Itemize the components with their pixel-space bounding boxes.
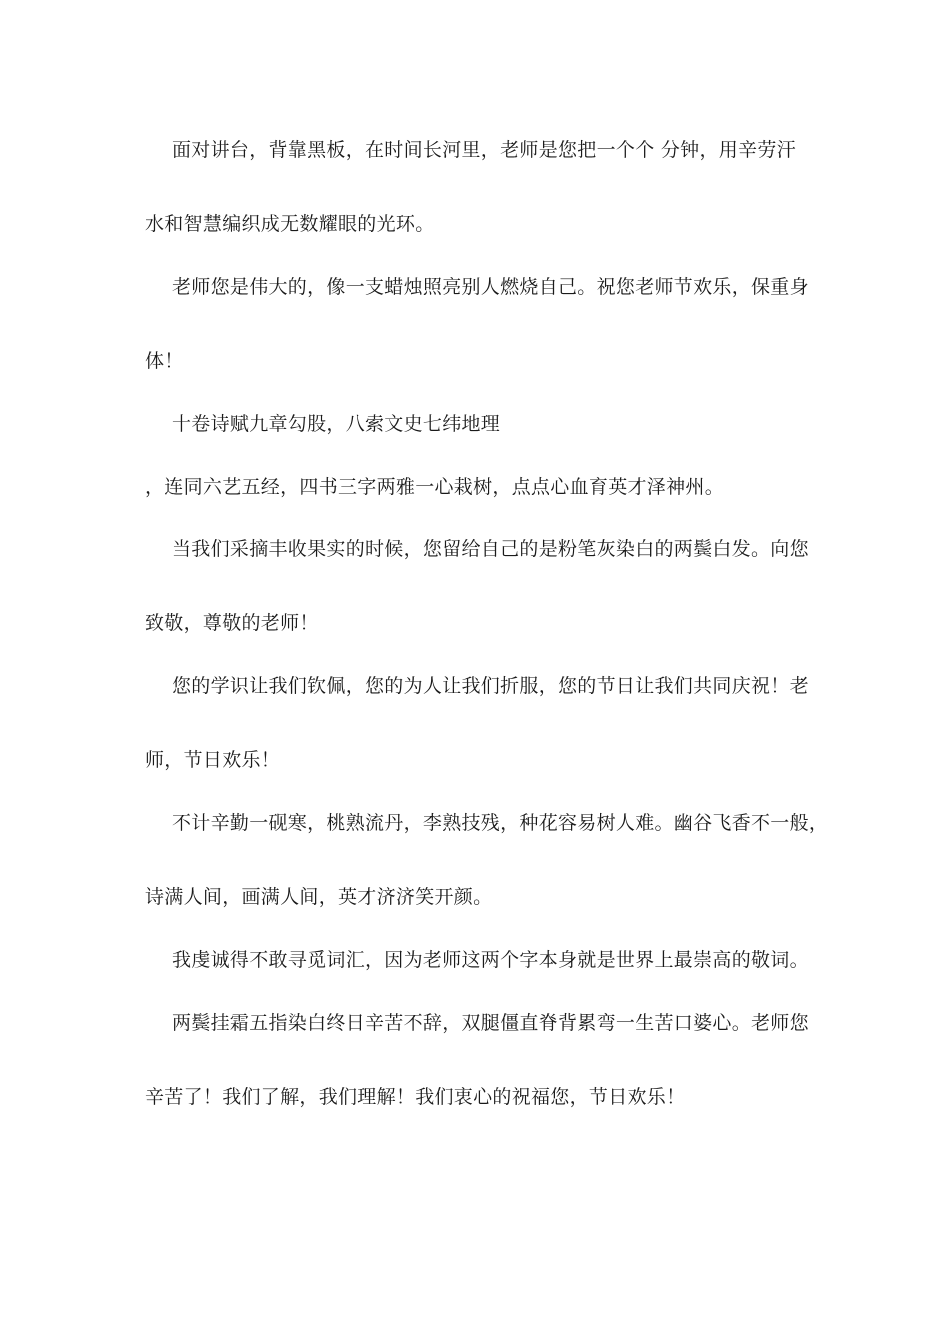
- paragraph-line-12: 诗满人间，画满人间，英才济济笑开颜。: [145, 886, 493, 908]
- paragraph-line-10: 师，节日欢乐！: [145, 749, 281, 771]
- paragraph-line-1: 面对讲台，背靠黑板，在时间长河里，老师是您把一个个 分钟，用辛劳汗: [172, 139, 796, 161]
- paragraph-line-4: 体！: [145, 350, 184, 372]
- paragraph-line-3: 老师您是伟大的，像一支蜡烛照亮别人燃烧自己。祝您老师节欢乐，保重身: [172, 276, 809, 298]
- paragraph-line-11: 不计辛勤一砚寒，桃熟流丹，李熟技残，种花容易树人难。幽谷飞香不一般，: [172, 812, 829, 834]
- paragraph-line-8: 致敬，尊敬的老师！: [145, 612, 319, 634]
- paragraph-line-5: 十卷诗赋九章勾股，八索文史七纬地理: [172, 413, 501, 435]
- paragraph-line-14: 两鬓挂霜五指染白终日辛苦不辞，双腿僵直脊背累弯一生苦口婆心。老师您: [172, 1012, 809, 1034]
- paragraph-line-15: 辛苦了！我们了解，我们理解！我们衷心的祝福您，节日欢乐！: [145, 1086, 686, 1108]
- paragraph-line-9: 您的学识让我们钦佩，您的为人让我们折服，您的节日让我们共同庆祝！老: [172, 675, 809, 697]
- paragraph-line-2: 水和智慧编织成无数耀眼的光环。: [145, 213, 435, 235]
- paragraph-line-6: ，连同六艺五经，四书三字两雅一心栽树，点点心血育英才泽神州。: [145, 476, 725, 498]
- paragraph-line-7: 当我们采摘丰收果实的时候，您留给自己的是粉笔灰染白的两鬓白发。向您: [172, 538, 809, 560]
- paragraph-line-13: 我虔诚得不敢寻觅词汇，因为老师这两个字本身就是世界上最崇高的敬词。: [172, 949, 809, 971]
